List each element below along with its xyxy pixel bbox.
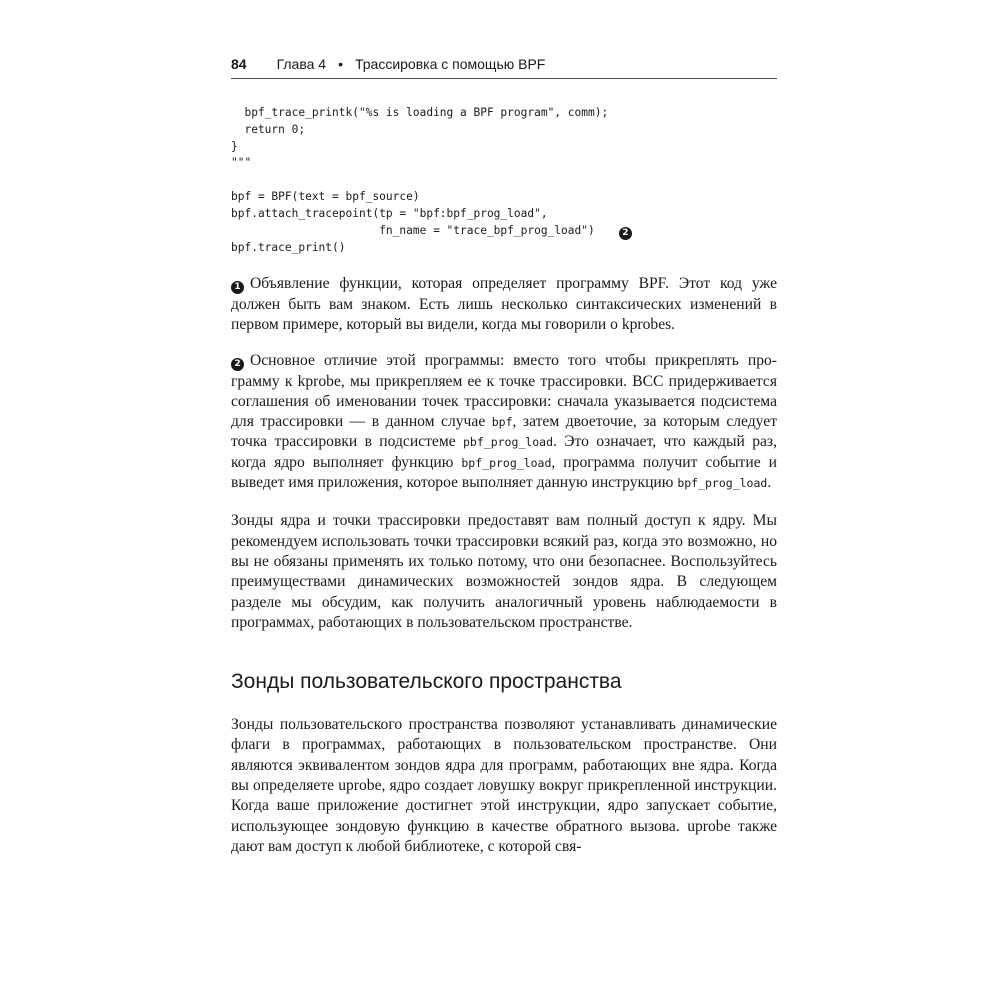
callout-text-2d: , программа получит событие и выведет имя приложения, которое выполняет данную инструкцию xyxy=(231,453,777,492)
code-line: return 0; xyxy=(231,122,306,136)
callout-text-2b: , затем двоеточие, за которым следует точка трассировки в подсистеме xyxy=(231,413,778,451)
code-line: fn_name = "trace_bpf_prog_load") xyxy=(231,223,595,237)
callout-marker-1-icon: 1 xyxy=(231,281,244,294)
book-page xyxy=(231,56,777,857)
chapter-label: Глава 4 xyxy=(276,56,327,72)
code-line: """ xyxy=(231,156,252,170)
callout-text-1: Объявление функции, которая определяет программу BPF. Этот код уже должен быть вам знаком. Есть лишь несколько синтаксических изменений в первом примере, который вы видели, когда мы говорили о kprobes. xyxy=(231,275,777,333)
inline-code-bpf-prog-load: bpf_prog_load xyxy=(461,455,552,470)
body-paragraph-kernel-probes: Зонды ядра и точки трассировки предоставят вам полный доступ к ядру. Мы рекомендуем использовать точки трассировки всякий раз, когда это возможно, но вы не обязаны применять их только потому, что они безопаснее. Воспользуйтесь преимуществами динамических возможностей зондов ядра. В следующем разделе мы обсудим, как получить аналогичный уровень наблюдаемости в программах, работающих в пользовательском пространстве. xyxy=(231,512,777,631)
page-number: 84 xyxy=(231,56,247,72)
running-header xyxy=(231,56,777,79)
section-heading: Зонды пользовательского пространства xyxy=(231,670,622,694)
code-line: } xyxy=(231,139,238,153)
callout-paragraph-2 xyxy=(231,351,777,493)
inline-code-pbf-prog-load: pbf_prog_load xyxy=(463,435,554,450)
code-listing xyxy=(231,105,777,256)
callout-text-2c: . Это означает, что каждый раз, когда ядро выполняет функцию xyxy=(231,433,777,471)
code-line: bpf.attach_tracepoint(tp = "bpf:bpf_prog_load", xyxy=(231,206,548,220)
chapter-title: Трассировка с помощью BPF xyxy=(354,56,546,72)
inline-code-bpf: bpf xyxy=(491,415,513,430)
inline-code-bpf-prog-load-2: bpf_prog_load xyxy=(677,476,768,491)
callout-paragraph-1 xyxy=(231,274,777,335)
code-marker-2-icon: 2 xyxy=(619,227,632,240)
callout-text-2e: . xyxy=(767,474,772,492)
code-line: bpf_trace_printk("%s is loading a BPF program", comm); xyxy=(231,106,609,119)
code-line: bpf.trace_print() xyxy=(231,240,346,254)
callout-marker-2-icon: 2 xyxy=(231,358,244,371)
body-paragraph-uprobes: Зонды пользовательского пространства позволяют устанавливать динамические флаги в программах, работающих в пользовательском пространстве. Они являются эквивалентом зондов ядра для программ, работающих вне ядра. Когда вы определяете uprobe, ядро создает ловушку вокруг прикрепленной инструкции. Когда ваше приложение достигнет этой инструкции, ядро запускает событие, использующее зондовую функцию в качестве обратного вызова. uprobe также дают вам доступ к любой библиотеке, с которой свя- xyxy=(231,716,777,855)
code-line: bpf = BPF(text = bpf_source) xyxy=(231,189,420,203)
header-bullet: • xyxy=(338,56,343,72)
callout-text-2a: Основное отличие этой программы: вместо того чтобы прикреплять программу к kprobe, мы прикрепляем ее к точке трассировки. BCC придерживается соглашения об именовании точек трассировки: сначала указывается подсистема для трассировки — в данном случае xyxy=(231,352,777,431)
